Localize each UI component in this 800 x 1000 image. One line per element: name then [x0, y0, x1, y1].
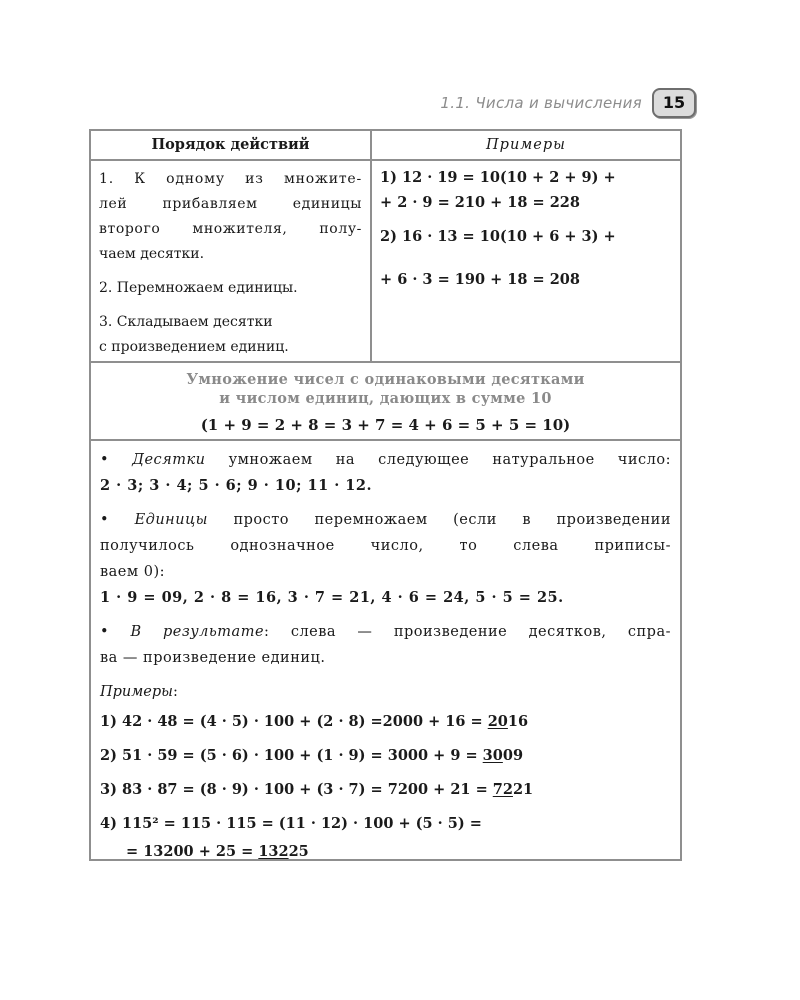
bullet: •	[100, 624, 110, 640]
worked-example-suffix: 25	[288, 843, 309, 860]
step-3-line: 3. Складываем десятки	[99, 314, 273, 330]
underlined-digits: 20	[487, 713, 508, 730]
example-2-line: 2) 16 · 13 = 10(10 + 6 + 3) +	[380, 228, 616, 245]
rule-units-examples: 1 · 9 = 09, 2 · 8 = 16, 3 · 7 = 21, 4 · 6 = 24, 5 · 5 = 25.	[100, 589, 564, 606]
worked-example-text: 1) 42 · 48 = (4 · 5) · 100 + (2 · 8) =2000 + 16 =	[100, 713, 488, 730]
worked-example-text: 4) 115² = 115 · 115 = (11 · 12) · 100 + (5 · 5) =	[100, 815, 482, 832]
worked-example-4-continued	[100, 839, 671, 865]
worked-example-3	[100, 777, 671, 803]
header-examples: Примеры	[486, 137, 566, 153]
page-number-badge: 15	[652, 88, 696, 118]
step-3	[99, 310, 362, 360]
worked-example-suffix: 09	[502, 747, 524, 764]
bullet: •	[100, 452, 110, 468]
rule-units-text: просто перемножаем (если в произведении	[208, 512, 671, 528]
examples-label	[100, 679, 671, 705]
worked-example-1	[100, 709, 671, 735]
section-formula: (1 + 9 = 2 + 8 = 3 + 7 = 4 + 6 = 5 + 5 = 10)	[200, 416, 571, 434]
worked-example-4	[100, 811, 671, 837]
worked-example-suffix: 21	[512, 781, 534, 798]
worked-example-text: = 13200 + 25 =	[126, 843, 259, 860]
step-1-line: 1. К одному из множите-	[99, 171, 362, 187]
example-2-line: + 6 · 3 = 190 + 18 = 208	[380, 271, 580, 288]
steps-cell	[91, 161, 372, 361]
rule-units-term: Единицы	[134, 512, 208, 528]
worked-example-suffix: 16	[507, 713, 529, 730]
step-2-line: 2. Перемножаем единицы.	[99, 280, 298, 296]
example-1	[380, 165, 672, 215]
rule-units-line-3: ваем 0):	[100, 564, 166, 580]
step-1-line: чаем десятки.	[99, 246, 205, 262]
underlined-digits: 30	[482, 747, 503, 764]
running-head	[440, 88, 696, 118]
rule-units-line-1	[100, 507, 671, 533]
table-header-row	[91, 131, 680, 161]
rule-tens-text: умножаем на следующее натуральное число:	[205, 452, 672, 468]
header-order-of-operations: Порядок действий	[91, 131, 372, 159]
rule-result-text: : слева — произведение десятков, спра-	[264, 624, 671, 640]
worked-example-2	[100, 743, 671, 769]
step-1	[99, 167, 362, 267]
rule-tens	[100, 447, 671, 499]
step-2	[99, 276, 362, 301]
rule-result-line-2: ва — произведение единиц.	[100, 650, 326, 666]
worked-example-text: 3) 83 · 87 = (8 · 9) · 100 + (3 · 7) = 7200 + 21 =	[100, 781, 493, 798]
worked-example-text: 2) 51 · 59 = (5 · 6) · 100 + (1 · 9) = 3000 + 9 =	[100, 747, 483, 764]
colon: :	[172, 684, 178, 700]
step-3-line: с произведением единиц.	[99, 339, 289, 355]
rules-table	[89, 129, 682, 861]
rule-units-line-2: получилось однозначное число, то слева приписы-	[100, 538, 671, 554]
rule-result-term: В результате	[130, 624, 265, 640]
section-title-row	[91, 363, 680, 441]
steps-row	[91, 161, 680, 363]
rule-tens-term: Десятки	[132, 452, 206, 468]
underlined-digits: 132	[258, 843, 289, 860]
section-title: 1.1. Числа и вычисления	[440, 94, 642, 112]
step-1-line: второго множителя, полу-	[99, 221, 362, 237]
examples-label-text: Примеры	[100, 684, 173, 700]
rule-units	[100, 507, 671, 611]
rule-tens-examples: 2 · 3; 3 · 4; 5 · 6; 9 · 10; 11 · 12.	[100, 477, 373, 494]
rule-result	[100, 619, 671, 671]
rule-result-line-1	[100, 619, 671, 645]
rule-tens-line-1	[100, 447, 671, 473]
underlined-digits: 72	[492, 781, 513, 798]
example-1-line: + 2 · 9 = 210 + 18 = 228	[380, 194, 580, 211]
content-row	[91, 441, 680, 859]
examples-cell	[372, 161, 680, 361]
section-heading-line-1: Умножение чисел с одинаковыми десятками	[186, 371, 585, 388]
step-1-line: лей прибавляем единицы	[99, 196, 362, 212]
bullet: •	[100, 512, 110, 528]
example-2	[380, 224, 672, 292]
example-1-line: 1) 12 · 19 = 10(10 + 2 + 9) +	[380, 169, 616, 186]
section-heading-line-2: и числом единиц, дающих в сумме 10	[219, 390, 552, 407]
